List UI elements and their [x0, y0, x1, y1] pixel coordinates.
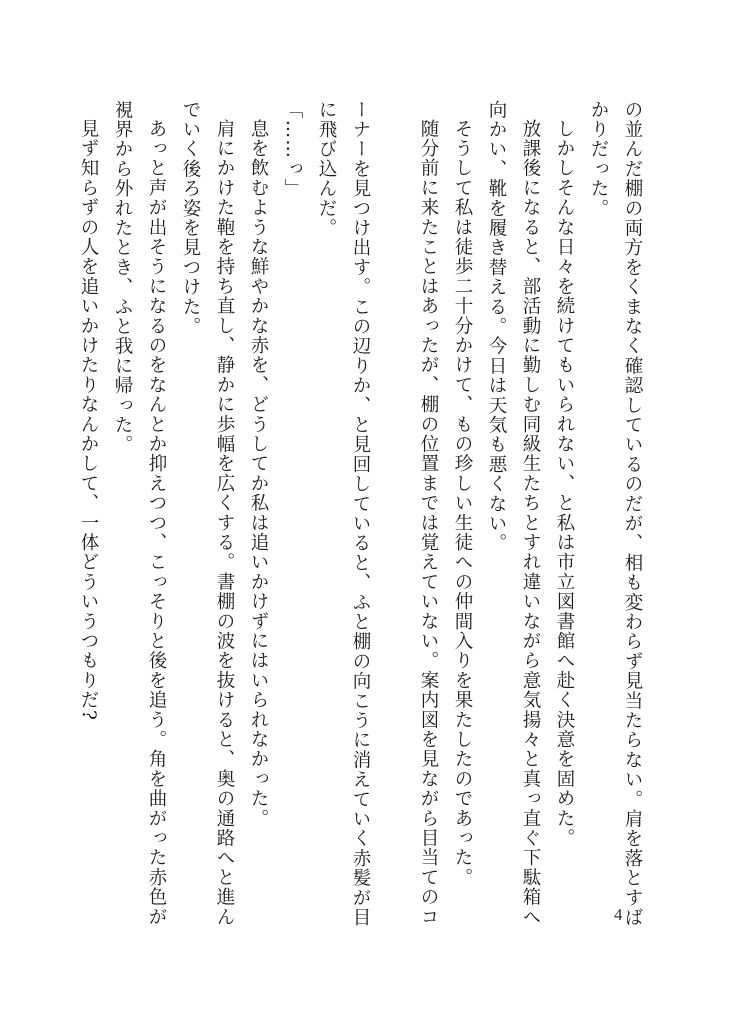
text-line: ーナーを見つけ出す。この辺りか、と見回していると、ふと棚の向こうに消えていく赤髪が目 — [350, 100, 371, 928]
text-line: 見ず知らずの人を追いかけたりなんかして、一体どういうつもりだ? — [78, 118, 99, 721]
text-line: しかしそんな日々を続けてもいられない、と私は市立図書館へ赴く決意を固めた。 — [554, 118, 575, 848]
text-line: に飛び込んだ。 — [316, 100, 337, 238]
text-line: 随分前に来たことはあったが、棚の位置までは覚えていない。案内図を見ながら目当てのコ — [418, 118, 439, 927]
text-line: 肩にかけた鞄を持ち直し、静かに歩幅を広くする。書棚の波を抜けると、奥の通路へと進ん — [214, 118, 235, 927]
text-line: 向かい、靴を履き替える。今日は天気も悪くない。 — [486, 100, 507, 554]
text-line: 放課後になると、部活動に勤しむ同級生たちとすれ違いながら意気揚々と真っ直ぐ下駄箱へ — [520, 118, 541, 927]
text-line: あっと声が出そうになるのをなんとか抑えつつ、こっそりと後を追う。角を曲がった赤色が — [146, 118, 167, 927]
text-line: の並んだ棚の両方をくまなく確認しているのだが、相も変わらず見当たらない。肩を落とすば — [622, 100, 643, 928]
page-number: 4 — [614, 905, 623, 924]
body-text — [71, 100, 649, 928]
text-line: 息を飲むような鮮やかな赤を、どうしてか私は追いかけずにはいられなかった。 — [248, 118, 269, 828]
text-line: 視界から外れたとき、ふと我に帰った。 — [112, 100, 133, 455]
text-line: かりだった。 — [588, 100, 609, 219]
text-line: 「……っ」 — [282, 100, 303, 199]
text-line: そうして私は徒歩二十分かけて、もの珍しい生徒への仲間入りを果たしたのであった。 — [452, 118, 473, 887]
text-line: でいく後ろ姿を見つけた。 — [180, 100, 201, 337]
